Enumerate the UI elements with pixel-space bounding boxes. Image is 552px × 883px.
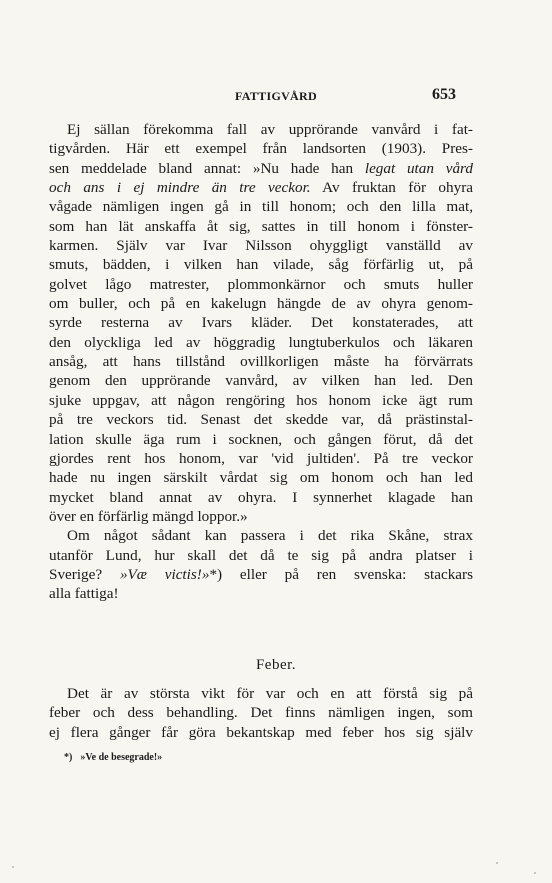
text-line: över en förfärlig mängd loppor.» xyxy=(49,507,248,525)
text-line: alla fattiga! xyxy=(49,585,119,603)
text-line: utanför Lund, hur skall det då te sig på andra platser i xyxy=(49,546,473,564)
text-line: på tre veckors tid. Senast det skedde var, då prästinstal- xyxy=(49,411,473,429)
text-line: karmen. Själv var Ivar Nilsson ohyggligt vanställd av xyxy=(49,237,473,255)
text-line xyxy=(49,159,473,178)
text-line: golvet lågo matrester, plommonkärnor och smuts huller xyxy=(49,275,473,293)
text-line: sjuke uppgav, att någon rengöring hos honom icke ägt rum xyxy=(49,391,473,409)
text-line: genom den upprörande vanvård, av vilken han led. Den xyxy=(49,372,473,390)
text-line: mycket bland annat av ohyra. I synnerhet klagade han xyxy=(49,488,473,506)
text-line: vågade nämligen ingen gå in till honom; och den lilla mat, xyxy=(49,198,473,216)
paper-speck xyxy=(12,866,14,868)
text-line: hade nu ingen särskilt vårdat sig om honom och han led xyxy=(49,469,473,487)
italic-quote: legat utan vård xyxy=(364,159,473,177)
text-line: lation skulle äga rum i socknen, och gången förut, då det xyxy=(49,430,473,448)
text-line: ej flera gånger får göra bekantskap med feber hos sig själv xyxy=(49,723,473,741)
text-line-part: *) eller på ren svenska: stackars xyxy=(209,565,473,583)
italic-quote: och ans i ej mindre än tre veckor. xyxy=(49,179,311,197)
text-line: syrde resterna av Ivars kläder. Det konstaterades, att xyxy=(49,314,473,332)
text-line xyxy=(49,565,473,584)
text-line xyxy=(49,178,473,197)
paper-speck xyxy=(534,872,536,874)
text-line: gjordes rent hos honom, var 'vid jultiden'. På tre veckor xyxy=(49,449,473,467)
section-heading: Feber. xyxy=(255,657,297,673)
text-line: Om något sådant kan passera i det rika Skåne, strax xyxy=(67,527,473,545)
text-line: Det är av största vikt för var och en att förstå sig på xyxy=(67,685,473,702)
section-paragraph xyxy=(49,684,473,742)
text-line: som han lät anskaffa åt sig, sattes in till honom i fönster- xyxy=(49,217,473,235)
paper-speck xyxy=(496,862,498,864)
text-line-part: Sverige? xyxy=(49,565,120,583)
page-number: 653 xyxy=(432,86,456,103)
footnote-text: »Ve de besegrade!» xyxy=(80,752,163,763)
italic-quote: »Væ victis!» xyxy=(119,565,210,583)
text-line: feber och dess behandling. Det finns nämligen ingen, som xyxy=(49,704,473,722)
running-title: FATTIGVÅRD xyxy=(235,89,317,103)
text-line: den olyckliga led av höggradig lungtuberkulos och läkaren xyxy=(49,333,473,351)
main-paragraphs xyxy=(49,120,473,604)
text-line: tigvården. Här ett exempel från landsorten (1903). Pres- xyxy=(49,140,473,158)
text-line: Ej sällan förekomma fall av upprörande vanvård i fat- xyxy=(67,121,473,138)
text-line-part: sen meddelade bland annat: »Nu hade han xyxy=(49,159,365,177)
text-line-part: Av fruktan för ohyra xyxy=(310,179,473,197)
text-line: smuts, bädden, i vilken han vilade, såg förfärlig ut, på xyxy=(49,256,473,274)
text-line: ansåg, att hans tillstånd ovillkorligen måste ha förvärrats xyxy=(49,353,473,371)
footnote-mark: *) xyxy=(64,752,73,763)
footnote xyxy=(64,752,162,763)
text-line: om buller, och på en kakelugn hängde de av ohyra genom- xyxy=(49,295,473,313)
